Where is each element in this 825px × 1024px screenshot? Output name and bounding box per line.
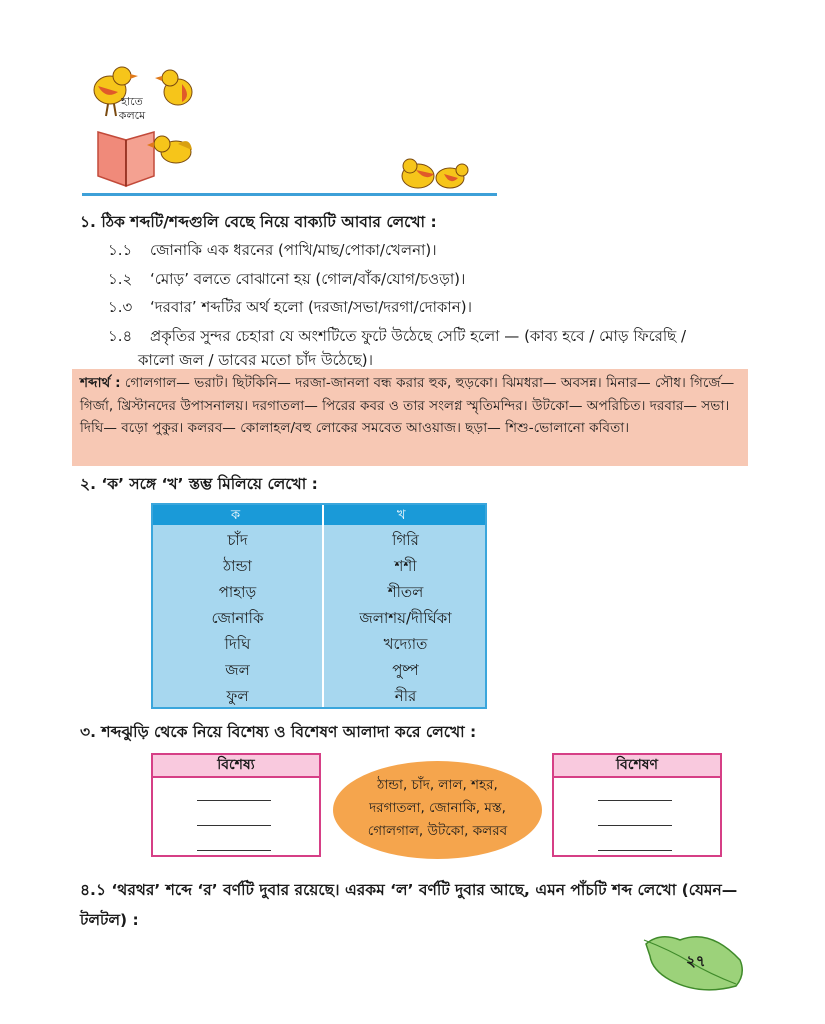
word-basket-line: দরগাতলা, জোনাকি, মস্ত, xyxy=(369,800,506,816)
word-basket-line: ঠান্ডা, চাঁদ, লাল, শহর, xyxy=(377,777,498,793)
list-item: খদ্যোত xyxy=(383,635,428,653)
word-basket xyxy=(333,761,542,859)
answer-line[interactable] xyxy=(598,800,672,801)
item-text: প্রকৃতির সুন্দর চেহারা যে অংশটিতে ফুটে উঠেছে সেটি হলো — (কাব্য হবে / মোড় ফিরেছি / xyxy=(150,327,687,345)
question-1-1 xyxy=(108,239,437,264)
list-item: ঠান্ডা xyxy=(223,557,252,575)
column-kh-header: খ xyxy=(397,508,406,523)
question-1-3 xyxy=(108,296,472,321)
adjective-answer-box xyxy=(552,753,722,857)
adjective-box-title: বিশেষণ xyxy=(554,755,720,778)
list-item: শীতল xyxy=(387,583,424,601)
item-number: ১.২ xyxy=(108,270,133,288)
noun-box-title: বিশেষ্য xyxy=(153,755,319,778)
answer-line[interactable] xyxy=(598,825,672,826)
list-item: জোনাকি xyxy=(211,609,264,627)
glossary-label: শব্দার্থ : xyxy=(80,375,121,391)
item-number: ১.৪ xyxy=(108,327,133,345)
list-item: ফুল xyxy=(226,687,249,705)
question-1-4 xyxy=(108,324,748,372)
question-1-heading: ১. ঠিক শব্দটি/শব্দগুলি বেছে নিয়ে বাক্যটি আবার লেখো : xyxy=(80,213,437,231)
question-4-1: ৪.১ ‘থরথর’ শব্দে ‘র’ বর্ণটি দুবার রয়েছে। এরকম ‘ল’ বর্ণটি দুবার আছে, এমন পাঁচটি শব্দ লেখো (যেমন—টলটল) : xyxy=(80,881,738,929)
book-icon xyxy=(98,132,154,186)
list-item: নীর xyxy=(394,687,417,705)
list-item: জল xyxy=(225,661,250,679)
item-number: ১.১ xyxy=(108,241,133,259)
list-item: গিরি xyxy=(392,531,419,549)
question-3-heading: ৩. শব্দঝুড়ি থেকে নিয়ে বিশেষ্য ও বিশেষণ আলাদা করে লেখো : xyxy=(80,723,477,741)
banner-label: হাতে কলমে xyxy=(118,95,146,122)
item-text: ‘মোড়’ বলতে বোঝানো হয় (গোল/বাঁক/যোগ/চওড়া)। xyxy=(150,270,466,288)
glossary-box xyxy=(72,369,748,466)
page-number: ২৭ xyxy=(686,952,706,970)
item-text: ‘দরবার’ শব্দটির অর্থ হলো (দরজা/সভা/দরগা/দোকান)। xyxy=(150,298,472,316)
answer-line[interactable] xyxy=(197,850,271,851)
item-number: ১.৩ xyxy=(108,298,133,316)
answer-line[interactable] xyxy=(197,800,271,801)
glossary-text: গোলগাল— ভরাট। ছিটকিনি— দরজা-জানলা বন্ধ করার হুক, হুড়কো। ঝিমধরা— অবসন্ন। মিনার— সৌধ। গির্জে— গির্জা, খ্রিস্টানদের উপাসনালয়। দরগাতলা— পিরের কবর ও তার সংলগ্ন স্মৃতিমন্দির। উটকো— অপরিচিত। দরবার— সভা। দিঘি— বড়ো পুকুর। কলরব— কোলাহল/বহু লোকের সমবেত আওয়াজ। ছড়া— শিশু-ভোলানো কবিতা। xyxy=(80,375,735,436)
word-basket-line: গোলগাল, উটকো, কলরব xyxy=(367,823,508,839)
header-divider xyxy=(82,193,497,196)
chicks-icon xyxy=(402,159,468,188)
list-item: পুষ্প xyxy=(392,661,419,679)
header-birds-illustration xyxy=(78,62,498,200)
matching-table xyxy=(151,503,487,709)
list-item: চাঁদ xyxy=(227,531,248,549)
column-k xyxy=(153,527,322,709)
answer-line[interactable] xyxy=(598,850,672,851)
bird-icon xyxy=(155,70,192,105)
list-item: পাহাড় xyxy=(218,583,257,601)
table-header xyxy=(153,505,485,525)
list-item: জলাশয়/দীর্ঘিকা xyxy=(359,609,452,627)
list-item: শশী xyxy=(394,557,417,575)
list-item: দিঘি xyxy=(224,635,251,653)
item-text-continued: কালো জল / ডাবের মতো চাঁদ উঠেছে)। xyxy=(138,351,374,369)
column-k-header: ক xyxy=(231,508,241,523)
noun-answer-box xyxy=(151,753,321,857)
question-2-heading: ২. ‘ক’ সঙ্গে ‘খ’ স্তম্ভ মিলিয়ে লেখো : xyxy=(80,475,318,493)
column-kh xyxy=(324,527,487,709)
item-text: জোনাকি এক ধরনের (পাখি/মাছ/পোকা/খেলনা)। xyxy=(150,241,437,259)
answer-line[interactable] xyxy=(197,825,271,826)
question-1-2 xyxy=(108,268,465,293)
